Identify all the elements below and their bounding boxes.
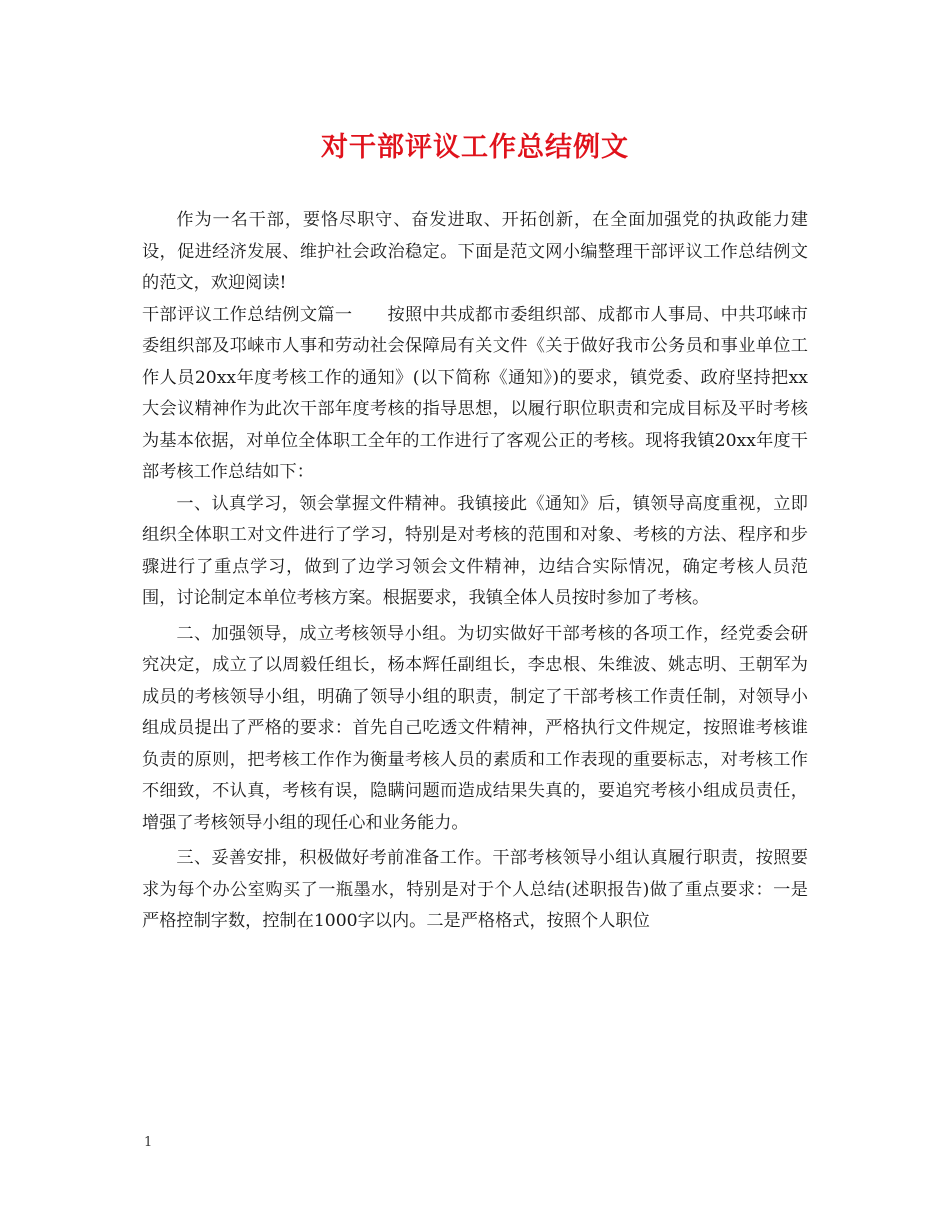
- paragraph-point-two: 二、加强领导，成立考核领导小组。为切实做好干部考核的各项工作，经党委会研究决定，成立了以周毅任组长，杨本辉任副组长，李忠根、朱维波、姚志明、王朝军为成员的考核领导小组，明确了领导小组的职责，制定了干部考核工作责任制，对领导小组成员提出了严格的要求：首先自己吃透文件精神，严格执行文件规定，按照谁考核谁负责的原则，把考核工作作为衡量考核人员的素质和工作表现的重要标志，对考核工作不细致，不认真，考核有误，隐瞒问题而造成结果失真的，要追究考核小组成员责任，增强了考核领导小组的现任心和业务能力。: [142, 623, 808, 833]
- paragraph-section-one: 干部评议工作总结例文篇一 按照中共成都市委组织部、成都市人事局、中共邛崃市委组织部及邛崃市人事和劳动社会保障局有关文件《关于做好我市公务员和事业单位工作人员20xx年度考核工作的通知》(以下简称《通知》)的要求，镇党委、政府坚持把xx大会议精神作为此次干部年度考核的指导思想，以履行职位职责和完成目标及平时考核为基本依据，对单位全体职工全年的工作进行了客观公正的考核。现将我镇20xx年度干部考核工作总结如下：: [142, 304, 808, 482]
- document-title: 对干部评议工作总结例文: [321, 132, 629, 163]
- paragraph-point-one: 一、认真学习，领会掌握文件精神。我镇接此《通知》后，镇领导高度重视，立即组织全体职工对文件进行了学习，特别是对考核的范围和对象、考核的方法、程序和步骤进行了重点学习，做到了边学习领会文件精神，边结合实际情况，确定考核人员范围，讨论制定本单位考核方案。根据要求，我镇全体人员按时参加了考核。: [142, 493, 808, 608]
- page-number: 1: [144, 1135, 153, 1150]
- paragraph-point-three: 三、妥善安排，积极做好考前准备工作。干部考核领导小组认真履行职责，按照要求为每个办公室购买了一瓶墨水，特别是对于个人总结(述职报告)做了重点要求：一是严格控制字数，控制在1000字以内。二是严格格式，按照个人职位: [142, 848, 808, 931]
- paragraph-intro: 作为一名干部，要恪尽职守、奋发进取、开拓创新，在全面加强党的执政能力建设，促进经济发展、维护社会政治稳定。下面是范文网小编整理干部评议工作总结例文的范文，欢迎阅读!: [142, 210, 808, 293]
- document-body: [142, 205, 808, 938]
